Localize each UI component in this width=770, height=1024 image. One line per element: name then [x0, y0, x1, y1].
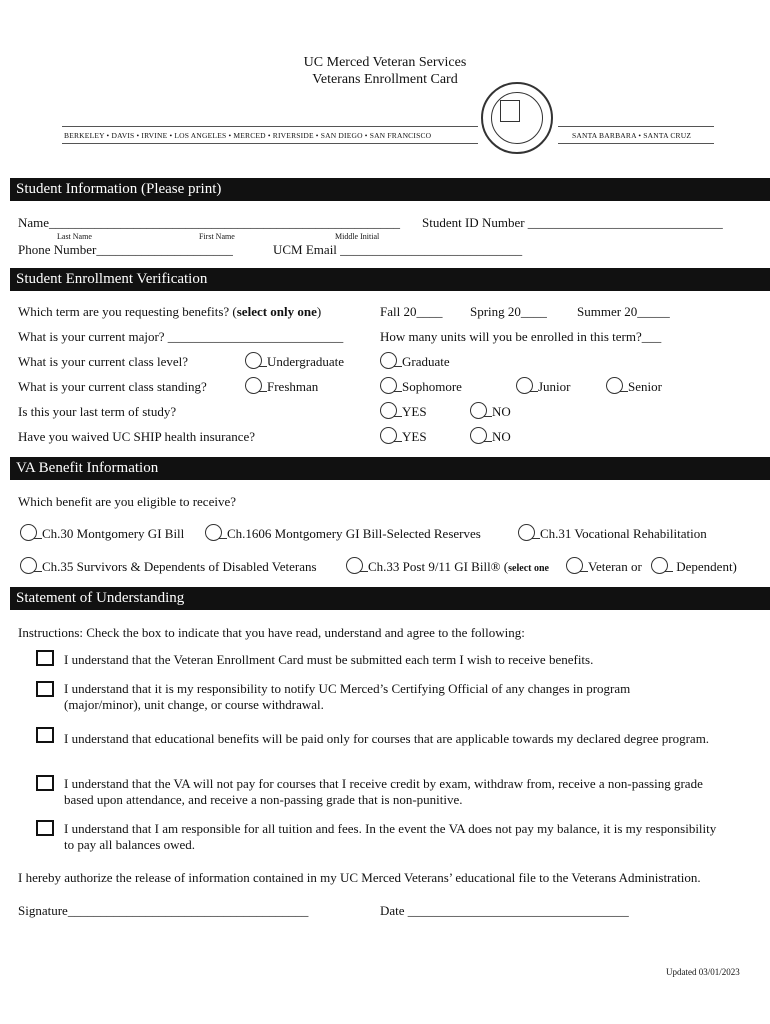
ship-waived-question: Have you waived UC SHIP health insurance? — [18, 429, 256, 444]
section-heading-student-info: Student Information (Please print) — [10, 178, 770, 201]
radio-circle-icon — [205, 524, 222, 541]
radio-circle-icon — [20, 557, 37, 574]
authorization-text: I hereby authorize the release of information contained in my UC Merced Veterans’ educational file to the Veterans Administration. — [18, 870, 701, 885]
freshman-radio[interactable]: Freshman — [245, 377, 318, 395]
radio-circle-icon — [380, 352, 397, 369]
radio-circle-icon — [380, 427, 397, 444]
instructions-text: Instructions: Check the box to indicate that you have read, understand and agree to the following: — [18, 625, 525, 640]
header-rule-left-bottom — [62, 143, 478, 144]
senior-radio[interactable]: Senior — [606, 377, 662, 395]
summer-term-field[interactable]: Summer 20_____ — [577, 304, 670, 319]
agree-checkbox-4[interactable] — [36, 775, 54, 791]
agree-checkbox-5[interactable] — [36, 820, 54, 836]
statement-item-2: I understand that it is my responsibility to notify UC Merced’s Certifying Official of any changes in program (major/minor), unit change, or course withdrawal. — [64, 681, 631, 712]
last-term-question: Is this your last term of study? — [18, 404, 177, 419]
radio-circle-icon — [651, 557, 668, 574]
ship-waived-no-radio[interactable]: NO — [470, 427, 511, 445]
ch33-radio[interactable]: Ch.33 Post 9/11 GI Bill® (select one — [346, 557, 549, 577]
statement-item-3: I understand that educational benefits will be paid only for courses that are applicable towards my declared degree program. — [64, 731, 710, 746]
last-name-caption: Last Name — [57, 232, 92, 241]
header-rule-right-bottom — [558, 143, 714, 144]
student-id-field[interactable]: Student ID Number ______________________________ — [422, 215, 723, 230]
ch30-radio[interactable]: Ch.30 Montgomery GI Bill — [20, 524, 184, 542]
radio-circle-icon — [245, 377, 262, 394]
junior-radio[interactable]: Junior — [516, 377, 571, 395]
middle-initial-caption: Middle Initial — [335, 232, 380, 241]
campus-list-right: SANTA BARBARA • SANTA CRUZ — [572, 131, 692, 140]
name-field[interactable]: Name______________________________________________________ — [18, 215, 401, 230]
uc-seal-icon — [481, 82, 553, 154]
updated-date: Updated 03/01/2023 — [666, 967, 740, 977]
radio-circle-icon — [245, 352, 262, 369]
section-heading-enrollment: Student Enrollment Verification — [10, 268, 770, 291]
radio-circle-icon — [380, 377, 397, 394]
radio-circle-icon — [606, 377, 623, 394]
units-field[interactable]: How many units will you be enrolled in this term?___ — [380, 329, 662, 344]
document-title: UC Merced Veteran Services — [303, 55, 467, 70]
radio-circle-icon — [566, 557, 583, 574]
radio-circle-icon — [470, 402, 487, 419]
statement-item-5: I understand that I am responsible for all tuition and fees. In the event the VA does not pay my balance, it is my responsibility to pay all balances owed. — [64, 821, 717, 852]
radio-circle-icon — [20, 524, 37, 541]
spring-term-field[interactable]: Spring 20____ — [470, 304, 547, 319]
ch31-radio[interactable]: Ch.31 Vocational Rehabilitation — [518, 524, 707, 542]
class-standing-question: What is your current class standing? — [18, 379, 207, 394]
sophomore-radio[interactable]: Sophomore — [380, 377, 462, 395]
radio-circle-icon — [516, 377, 533, 394]
last-term-yes-radio[interactable]: YES — [380, 402, 427, 420]
veteran-radio[interactable]: Veteran or — [566, 557, 642, 575]
section-heading-statement: Statement of Understanding — [10, 587, 770, 610]
ship-waived-yes-radio[interactable]: YES — [380, 427, 427, 445]
undergraduate-radio[interactable]: Undergraduate — [245, 352, 344, 370]
section-heading-va-benefit: VA Benefit Information — [10, 457, 770, 480]
last-term-no-radio[interactable]: NO — [470, 402, 511, 420]
statement-item-1: I understand that the Veteran Enrollment Card must be submitted each term I wish to receive benefits. — [64, 652, 594, 667]
dependent-radio[interactable]: Dependent) — [651, 557, 737, 575]
signature-field[interactable]: Signature_____________________________________ — [18, 903, 309, 918]
radio-circle-icon — [470, 427, 487, 444]
graduate-radio[interactable]: Graduate — [380, 352, 450, 370]
date-field[interactable]: Date __________________________________ — [380, 903, 629, 918]
ch1606-radio[interactable]: Ch.1606 Montgomery GI Bill-Selected Reserves — [205, 524, 481, 542]
first-name-caption: First Name — [199, 232, 235, 241]
phone-field[interactable]: Phone Number_____________________ — [18, 242, 233, 257]
class-level-question: What is your current class level? — [18, 354, 189, 369]
radio-circle-icon — [380, 402, 397, 419]
agree-checkbox-3[interactable] — [36, 727, 54, 743]
radio-circle-icon — [518, 524, 535, 541]
agree-checkbox-2[interactable] — [36, 681, 54, 697]
header-rule-left-top — [62, 126, 478, 127]
ch35-radio[interactable]: Ch.35 Survivors & Dependents of Disabled Veterans — [20, 557, 317, 575]
agree-checkbox-1[interactable] — [36, 650, 54, 666]
document-subtitle: Veterans Enrollment Card — [312, 72, 458, 87]
statement-item-4: I understand that the VA will not pay for courses that I receive credit by exam, withdraw from, receive a non-passing grade based upon attendance, and receive a non-passing grade that is non-punitive. — [64, 776, 703, 807]
email-field[interactable]: UCM Email ____________________________ — [273, 242, 523, 257]
campus-list-left: BERKELEY • DAVIS • IRVINE • LOS ANGELES • MERCED • RIVERSIDE • SAN DIEGO • SAN FRANCISCO — [64, 131, 432, 140]
header-rule-right-top — [558, 126, 714, 127]
fall-term-field[interactable]: Fall 20____ — [380, 304, 443, 319]
term-question: Which term are you requesting benefits? (select only one) — [18, 304, 322, 319]
radio-circle-icon — [346, 557, 363, 574]
benefit-question: Which benefit are you eligible to receive? — [18, 494, 237, 509]
major-field[interactable]: What is your current major? ___________________________ — [18, 329, 344, 344]
